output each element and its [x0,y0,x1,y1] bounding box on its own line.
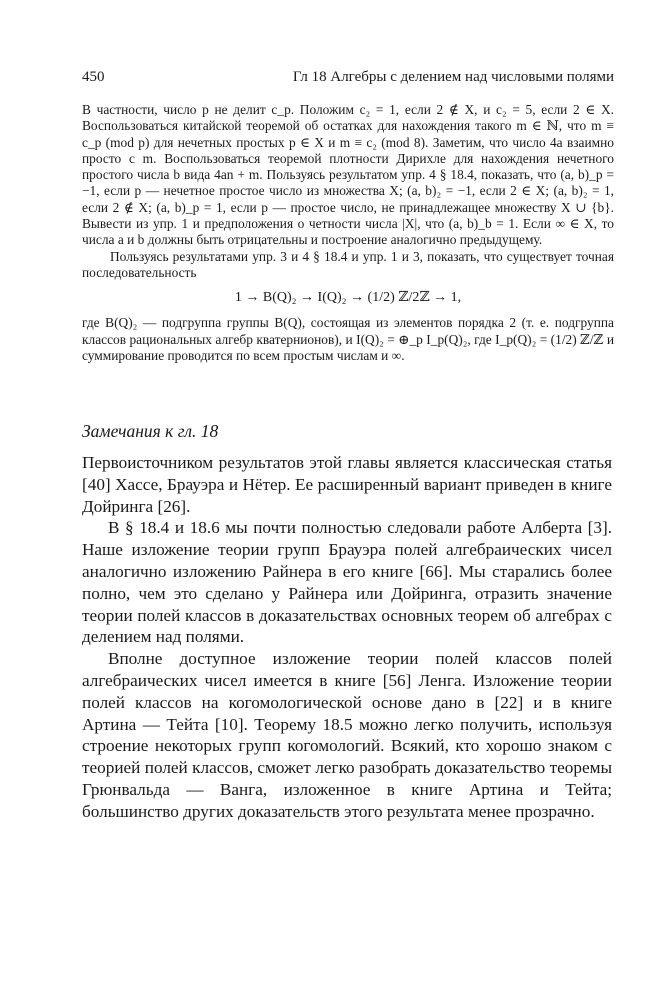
exact-sequence-formula: 1 → B(Q)₂ → I(Q)₂ → (1/2) ℤ/2ℤ → 1, [234,290,462,306]
exercise-text [82,102,614,364]
notes-paragraph: Первоисточником результатов этой главы является классическая статья [40] Хассе, Брауэра и Нётер. Ее расширенный вариант приведен в книге Дойринга [26]. [82,453,612,516]
notes-paragraph: Вполне доступное изложение теории полей классов полей алгебраических чисел имеется в книге [56] Ленга. Изложение теории полей классов на когомологической основе дано в [22] и в книге Артина — Тейта [10]. Теорему 18.5 можно легко получить, используя строение некоторых групп когомологий. Всякий, кто хорошо знаком с теорией полей классов, сможет легко разобрать доказательство теоремы Грюнвальда — Ванга, изложенное в книге Артина и Тейта; большинство других доказательств этого результата менее прозрачно. [82,649,612,821]
page-number: 450 [82,69,105,85]
running-title: Гл 18 Алгебры с делением над числовыми полями [292,69,614,85]
exercise-paragraph: где B(Q)₂ — подгруппа группы B(Q), состоящая из элементов порядка 2 (т. е. подгруппа классов рациональных алгебр кватернионов), и I(Q)₂ = ⊕_p I_p(Q)₂, где I_p(Q)₂ = (1/2) ℤ/ℤ и суммирование проводится по всем простым числам и ∞. [82,315,614,363]
exercise-paragraph: Пользуясь результатами упр. 3 и 4 § 18.4 и упр. 1 и 3, показать, что существует точная последовательность [82,248,614,280]
section-title: Замечания к гл. 18 [82,421,219,441]
exercise-paragraph: В частности, число p не делит c_p. Положим c₂ = 1, если 2 ∉ X, и c₂ = 5, если 2 ∈ X. Воспользоваться китайской теоремой об остатках для нахождения такого m ∈ ℕ, что m ≡ c_p (mod p) для нечетных простых p ∈ X и m ≡ c₂ (mod 8). Заметим, что число 4a взаимно просто с m. Воспользоваться теоремой плотности Дирихле для нахождения нечетного простого числа b вида 4an + m. Пользуясь результатом упр. 4 § 18.4, показать, что (a, b)_p = −1, если p — нечетное простое число из множества X; (a, b)₂ = −1, если 2 ∈ X; (a, b)₂ = 1, если 2 ∉ X; (a, b)_p = 1, если p — простое число, не принадлежащее множеству X ∪ {b}. Вывести из упр. 1 и предположения о четности числа |X|, что (a, b)_b = 1. Если ∞ ∈ X, то числа a и b должны быть отрицательны и построение аналогично предыдущему. [82,102,614,248]
notes-paragraph: В § 18.4 и 18.6 мы почти полностью следовали работе Алберта [3]. Наше изложение теории групп Брауэра полей алгебраических чисел аналогично изложению Райнера в его книге [66]. Мы старались более полно, чем это сделано у Райнера или Дойринга, отразить значение теории полей классов в доказательствах основных теорем об алгебрах с делением над полями. [82,518,612,647]
notes-text [82,452,612,823]
